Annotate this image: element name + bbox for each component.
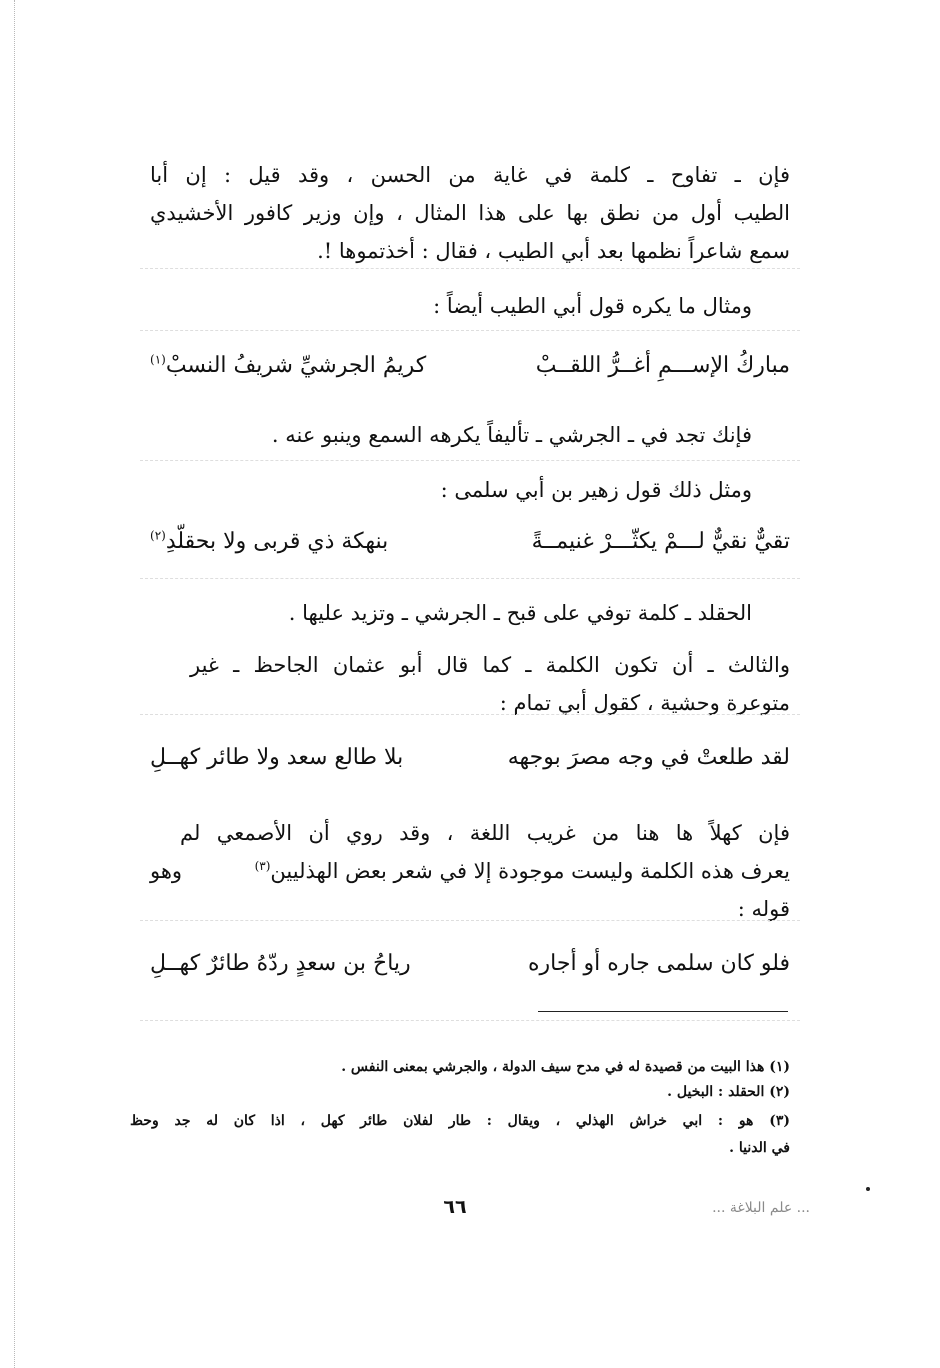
verse-hemistich: لقد طلعتْ في وجه مصرَ بوجهه — [507, 745, 790, 770]
bleed-through — [140, 578, 800, 579]
body-line: فإنك تجد في ـ الجرشي ـ تأليفاً يكرهه السمع وينبو عنه . — [271, 423, 752, 447]
verse-1 — [150, 346, 790, 386]
bleed-through — [140, 460, 800, 461]
verse-hemistich: كريمُ الجرشيِّ شريفُ النسبْ$^{(١)}$ — [150, 352, 427, 378]
verse-hemistich: تقيٌّ نقيٌّ لـــمْ يكثّـــرْ غنيمــةً — [531, 529, 790, 554]
body-line: الطيب أول من نطق بها على هذا المثال ، وإن وزير كافور الأخشيدي — [150, 201, 790, 225]
verse-hemistich: مباركُ الإســـمِ أغــرُّ اللقــبْ — [535, 353, 790, 378]
page-edge — [14, 0, 15, 1368]
verse-hemistich: بنهكة ذي قربى ولا بحقلّدِ$^{(٢)}$ — [150, 528, 389, 554]
verse-hemistich: فلو كان سلمى جاره أو أجاره — [528, 951, 790, 976]
body-line: يعرف هذه الكلمة وليست موجودة إلا في شعر بعض الهذليين$^{(٣)}$ وهو — [150, 854, 790, 888]
body-word: وهو — [150, 859, 183, 883]
body-line: متوعرة وحشية ، كقول أبي تمام : — [499, 691, 790, 715]
footnote: (١) هذا البيت من قصيدة له في مدح سيف الدولة ، والجرشي بمعنى النفس . — [341, 1059, 790, 1075]
bleed-through — [140, 330, 800, 331]
verse-3 — [150, 738, 790, 778]
verse-4 — [150, 944, 790, 984]
verse-hemistich: بلا طالع سعد ولا طائر كهــلِ — [150, 745, 404, 770]
bleed-through — [140, 268, 800, 269]
running-footer: ... علم البلاغة ... — [712, 1200, 810, 1216]
body-line: والثالث ـ أن تكون الكلمة ـ كما قال أبو عثمان الجاحظ ـ غير — [190, 653, 790, 677]
bleed-through — [140, 920, 800, 921]
body-line: ومثال ما يكره قول أبي الطيب أيضاً : — [433, 294, 752, 318]
footnote-separator — [538, 1011, 788, 1012]
page-number: ٦٦ — [443, 1196, 467, 1218]
footnote-ref: (٣) — [254, 859, 271, 873]
footnote: (٣) هو : ابي خراش الهذلي ، ويقال : طار لفلان طائر كهل ، اذا كان له جد وحظ — [130, 1113, 790, 1129]
footnote: (٢) الحقلد : البخيل . — [667, 1084, 790, 1100]
body-line: سمع شاعراً نظمها بعد أبي الطيب ، فقال : أخذتموها !. — [317, 239, 790, 263]
verse-hemistich: رياحُ بن سعدٍ ردّهُ طائرٌ كهــلِ — [150, 951, 411, 976]
bleed-through — [140, 1020, 800, 1021]
footnote-ref: (٢) — [150, 528, 166, 543]
body-line: ومثل ذلك قول زهير بن أبي سلمى : — [440, 478, 752, 502]
body-line: فإن ـ تفاوح ـ كلمة في غاية من الحسن ، وقد قيل : إن أبا — [150, 163, 790, 187]
footnote: في الدنيا . — [729, 1140, 790, 1156]
body-line: الحقلد ـ كلمة توفي على قبح ـ الجرشي ـ وتزيد عليها . — [288, 601, 752, 625]
bleed-through — [140, 714, 800, 715]
ink-speck — [866, 1187, 870, 1191]
footnote-ref: (١) — [150, 352, 166, 367]
body-line: فإن كهلاً ها هنا من غريب اللغة ، وقد روي أن الأصمعي لم — [180, 821, 790, 845]
body-line: قوله : — [737, 897, 790, 921]
verse-2 — [150, 522, 790, 562]
